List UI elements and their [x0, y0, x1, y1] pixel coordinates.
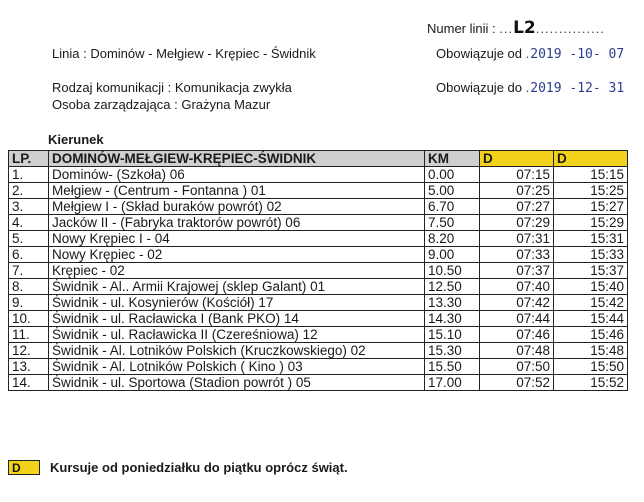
direction-label: Kierunek — [48, 132, 104, 147]
stop-km: 7.50 — [425, 215, 480, 231]
departure-1: 07:42 — [480, 295, 554, 311]
departure-2: 15:42 — [554, 295, 628, 311]
departure-1: 07:27 — [480, 199, 554, 215]
comm-type-value: Komunikacja zwykła — [174, 80, 292, 95]
stop-name: Dominów- (Szkoła) 06 — [49, 167, 425, 183]
stop-number: 2. — [9, 183, 49, 199]
col-departure-2: D — [554, 151, 628, 167]
route-label: Linia : — [52, 46, 87, 61]
stop-km: 15.30 — [425, 343, 480, 359]
table-row — [9, 199, 628, 215]
table-row — [9, 247, 628, 263]
table-row — [9, 183, 628, 199]
stop-name: Nowy Krępiec - 02 — [49, 247, 425, 263]
stop-number: 14. — [9, 375, 49, 391]
stop-name: Świdnik - Al.. Armii Krajowej (sklep Galant) 01 — [49, 279, 425, 295]
stop-km: 5.00 — [425, 183, 480, 199]
departure-1: 07:48 — [480, 343, 554, 359]
legend-text: Kursuje od poniedziałku do piątku oprócz świąt. — [50, 460, 348, 475]
departure-2: 15:31 — [554, 231, 628, 247]
departure-2: 15:29 — [554, 215, 628, 231]
table-row — [9, 359, 628, 375]
departure-1: 07:31 — [480, 231, 554, 247]
valid-to-value: 2019 -12- 31 — [530, 81, 625, 96]
line-number-label: Numer linii : — [427, 21, 496, 36]
stop-name: Świdnik - ul. Racławicka II (Czereśniowa) 12 — [49, 327, 425, 343]
stop-name: Świdnik - ul. Sportowa (Stadion powrót ) 05 — [49, 375, 425, 391]
stop-name: Świdnik - ul. Kosynierów (Kościół) 17 — [49, 295, 425, 311]
table-row — [9, 375, 628, 391]
valid-from-value: 2019 -10- 07 — [530, 47, 625, 62]
departure-2: 15:37 — [554, 263, 628, 279]
valid-to-label: Obowiązuje do — [436, 80, 522, 95]
stop-km: 14.30 — [425, 311, 480, 327]
stop-number: 10. — [9, 311, 49, 327]
manager — [52, 97, 270, 112]
stop-km: 6.70 — [425, 199, 480, 215]
departure-2: 15:52 — [554, 375, 628, 391]
departure-2: 15:27 — [554, 199, 628, 215]
col-lp: LP. — [9, 151, 49, 167]
stop-km: 10.50 — [425, 263, 480, 279]
valid-from: Obowiązuje od .2019 -10- 07 — [436, 46, 625, 62]
departure-1: 07:25 — [480, 183, 554, 199]
stop-name: Jacków II - (Fabryka traktorów powrót) 06 — [49, 215, 425, 231]
table-row — [9, 231, 628, 247]
stop-number: 6. — [9, 247, 49, 263]
table-row — [9, 343, 628, 359]
communication-type — [52, 80, 292, 95]
departure-2: 15:46 — [554, 327, 628, 343]
manager-label: Osoba zarządzająca : — [52, 97, 178, 112]
stop-name: Mełgiew I - (Skład buraków powrót) 02 — [49, 199, 425, 215]
stop-km: 0.00 — [425, 167, 480, 183]
stop-number: 11. — [9, 327, 49, 343]
stop-km: 13.30 — [425, 295, 480, 311]
col-km: KM — [425, 151, 480, 167]
comm-type-label: Rodzaj komunikacji : — [52, 80, 172, 95]
stop-number: 3. — [9, 199, 49, 215]
departure-1: 07:52 — [480, 375, 554, 391]
stop-number: 12. — [9, 343, 49, 359]
stop-name: Krępiec - 02 — [49, 263, 425, 279]
departure-1: 07:46 — [480, 327, 554, 343]
col-departure-1: D — [480, 151, 554, 167]
timetable — [8, 150, 628, 391]
stop-name: Nowy Krępiec I - 04 — [49, 231, 425, 247]
route-line — [52, 46, 316, 61]
stop-number: 5. — [9, 231, 49, 247]
line-number: Numer linii : ...L2............... — [427, 18, 605, 38]
valid-from-label: Obowiązuje od — [436, 46, 522, 61]
departure-2: 15:25 — [554, 183, 628, 199]
table-row — [9, 263, 628, 279]
valid-to: Obowiązuje do .2019 -12- 31 — [436, 80, 625, 96]
departure-2: 15:33 — [554, 247, 628, 263]
line-number-value: L2 — [513, 18, 536, 38]
stop-km: 8.20 — [425, 231, 480, 247]
stop-number: 8. — [9, 279, 49, 295]
table-row — [9, 279, 628, 295]
stop-km: 12.50 — [425, 279, 480, 295]
departure-1: 07:15 — [480, 167, 554, 183]
departure-1: 07:40 — [480, 279, 554, 295]
departure-2: 15:48 — [554, 343, 628, 359]
manager-value: Grażyna Mazur — [181, 97, 271, 112]
departure-2: 15:44 — [554, 311, 628, 327]
table-row — [9, 295, 628, 311]
stop-name: Świdnik - ul. Racławicka I (Bank PKO) 14 — [49, 311, 425, 327]
departure-2: 15:40 — [554, 279, 628, 295]
stop-number: 7. — [9, 263, 49, 279]
table-header-row — [9, 151, 628, 167]
departure-1: 07:29 — [480, 215, 554, 231]
table-row — [9, 215, 628, 231]
departure-1: 07:37 — [480, 263, 554, 279]
departure-2: 15:15 — [554, 167, 628, 183]
legend-symbol: D — [8, 460, 40, 475]
table-row — [9, 167, 628, 183]
stop-number: 4. — [9, 215, 49, 231]
stop-km: 15.10 — [425, 327, 480, 343]
stop-number: 13. — [9, 359, 49, 375]
table-row — [9, 327, 628, 343]
stop-name: Mełgiew - (Centrum - Fontanna ) 01 — [49, 183, 425, 199]
stop-name: Świdnik - Al. Lotników Polskich (Kruczkowskiego) 02 — [49, 343, 425, 359]
table-row — [9, 311, 628, 327]
route-value: Dominów - Mełgiew - Krępiec - Świdnik — [90, 46, 316, 61]
stop-km: 15.50 — [425, 359, 480, 375]
departure-1: 07:33 — [480, 247, 554, 263]
stop-number: 1. — [9, 167, 49, 183]
stop-number: 9. — [9, 295, 49, 311]
stop-km: 17.00 — [425, 375, 480, 391]
stop-name: Świdnik - Al. Lotników Polskich ( Kino ) 03 — [49, 359, 425, 375]
col-route: DOMINÓW-MEŁGIEW-KRĘPIEC-ŚWIDNIK — [49, 151, 425, 167]
departure-2: 15:50 — [554, 359, 628, 375]
departure-1: 07:44 — [480, 311, 554, 327]
departure-1: 07:50 — [480, 359, 554, 375]
stop-km: 9.00 — [425, 247, 480, 263]
